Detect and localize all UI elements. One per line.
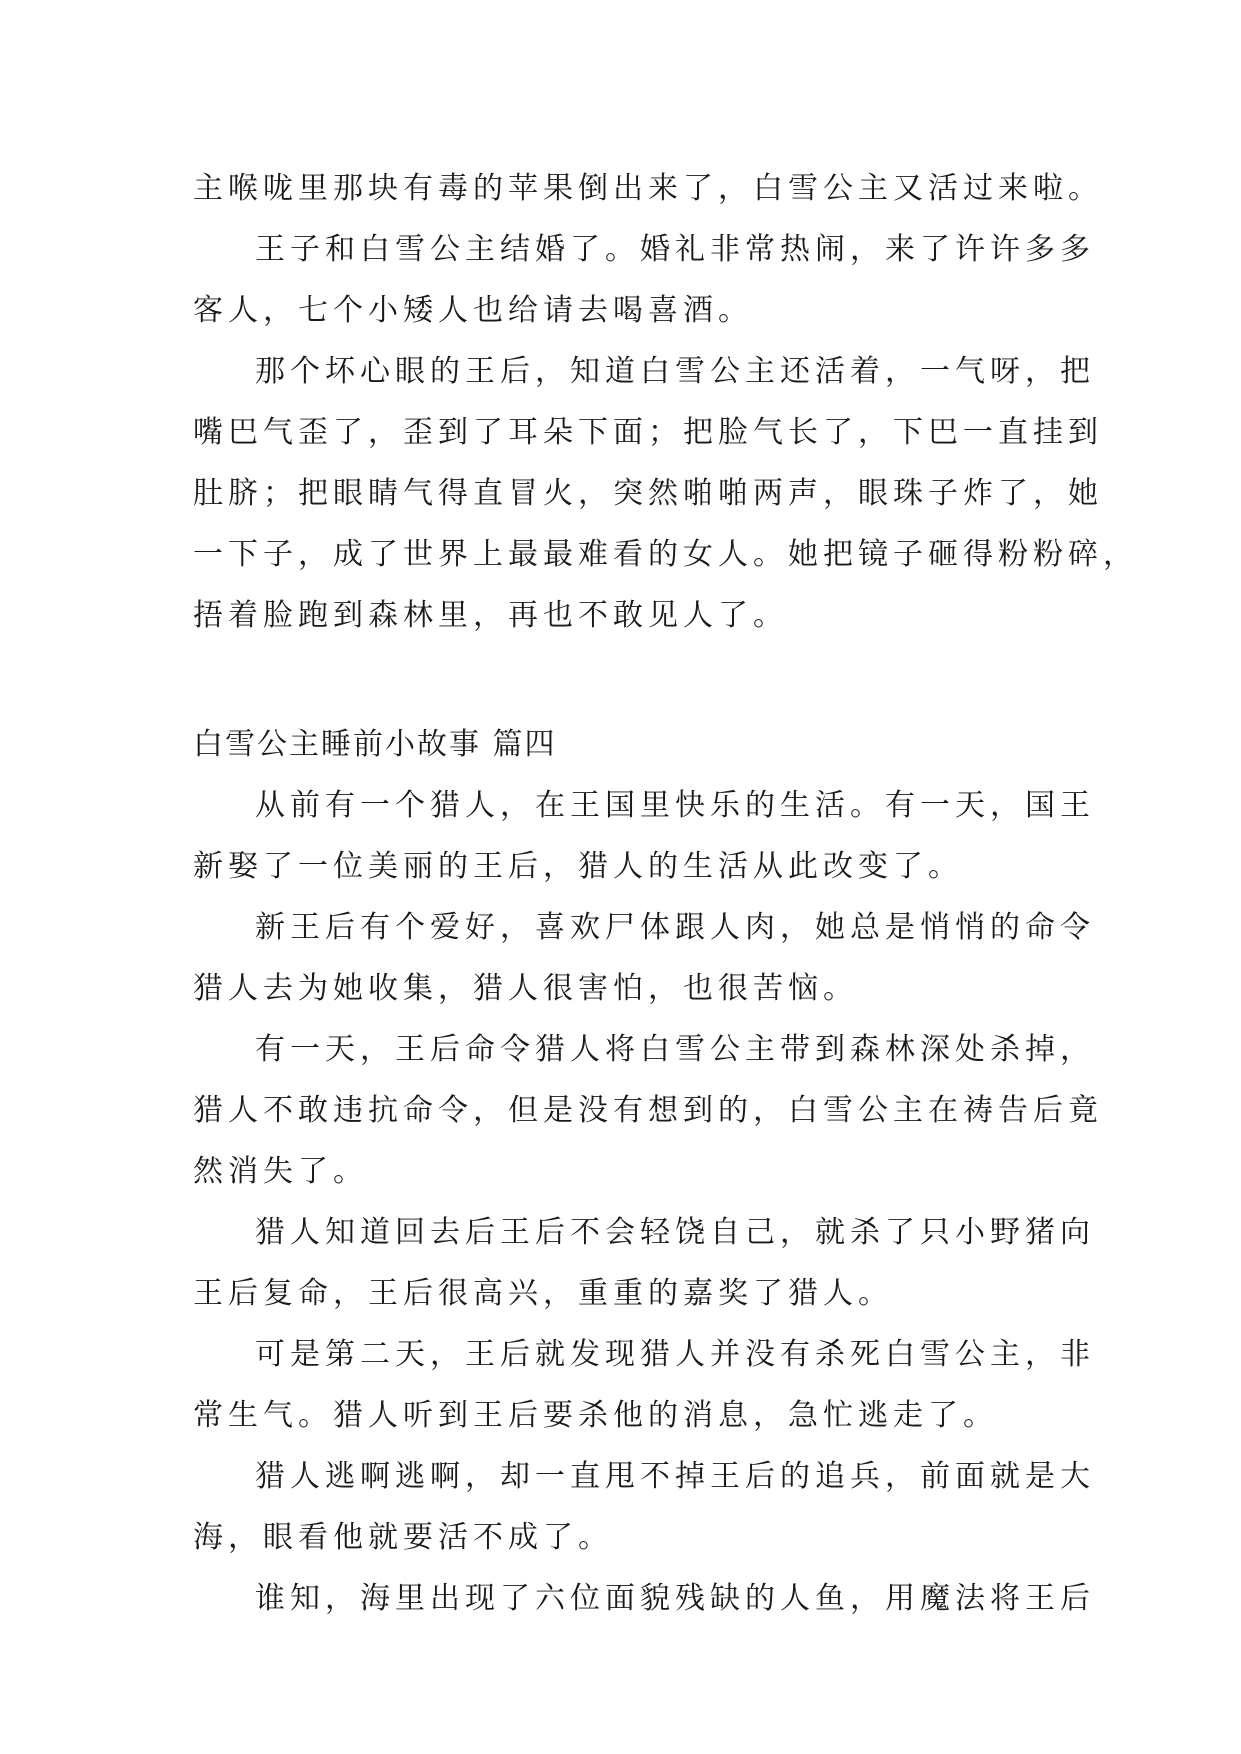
- paragraph-queen: [193, 341, 1138, 646]
- paragraph-wedding: [193, 219, 1093, 341]
- text-line: 猎人不敢违抗命令，但是没有想到的，白雪公主在祷告后竟: [193, 1093, 1103, 1128]
- text-line: 那个坏心眼的王后，知道白雪公主还活着，一气呀，把: [255, 354, 1095, 389]
- text-line: 有一天，王后命令猎人将白雪公主带到森林深处杀掉，: [255, 1032, 1095, 1067]
- paragraph-hunter: [193, 775, 1093, 897]
- text-line: 新王后有个爱好，喜欢尸体跟人肉，她总是悄悄的命令: [255, 910, 1095, 945]
- paragraph-mermaid: [193, 1568, 1093, 1629]
- paragraph-discover: [193, 1324, 1093, 1446]
- text-line: 然消失了。: [193, 1154, 368, 1189]
- text-line: 猎人逃啊逃啊，却一直甩不掉王后的追兵，前面就是大: [255, 1459, 1095, 1494]
- text-line: 王后复命，王后很高兴，重重的嘉奖了猎人。: [193, 1276, 893, 1311]
- text-line: 猎人去为她收集，猎人很害怕，也很苦恼。: [193, 971, 858, 1006]
- paragraph-continued: [193, 158, 1103, 219]
- paragraph-boar: [193, 1202, 1093, 1324]
- section-spacer: [193, 646, 1093, 714]
- text-line: 捂着脸跑到森林里，再也不敢见人了。: [193, 598, 788, 633]
- section-heading: [193, 714, 1093, 775]
- text-line: 常生气。猎人听到王后要杀他的消息，急忙逃走了。: [193, 1398, 998, 1433]
- section-heading-text: 白雪公主睡前小故事 篇四: [193, 727, 557, 762]
- paragraph-escape: [193, 1446, 1093, 1568]
- text-line: 海，眼看他就要活不成了。: [193, 1520, 613, 1555]
- paragraph-order: [193, 1019, 1103, 1202]
- text-line: 客人，七个小矮人也给请去喝喜酒。: [193, 293, 753, 328]
- text-line: 嘴巴气歪了，歪到了耳朵下面；把脸气长了，下巴一直挂到: [193, 415, 1103, 450]
- text-line: 王子和白雪公主结婚了。婚礼非常热闹，来了许许多多: [255, 232, 1095, 267]
- text-line: 从前有一个猎人，在王国里快乐的生活。有一天，国王: [255, 788, 1095, 823]
- text-line: 新娶了一位美丽的王后，猎人的生活从此改变了。: [193, 849, 963, 884]
- text-line: 谁知，海里出现了六位面貌残缺的人鱼，用魔法将王后: [255, 1581, 1095, 1616]
- text-line: 主喉咙里那块有毒的苹果倒出来了，白雪公主又活过来啦。: [193, 171, 1103, 206]
- text-line: 肚脐；把眼睛气得直冒火，突然啪啪两声，眼珠子炸了，她: [193, 476, 1103, 511]
- text-line: 一下子，成了世界上最最难看的女人。她把镜子砸得粉粉碎，: [193, 537, 1138, 572]
- paragraph-hobby: [193, 897, 1093, 1019]
- text-line: 可是第二天，王后就发现猎人并没有杀死白雪公主，非: [255, 1337, 1095, 1372]
- document-body: [193, 158, 1138, 1629]
- text-line: 猎人知道回去后王后不会轻饶自己，就杀了只小野猪向: [255, 1215, 1095, 1250]
